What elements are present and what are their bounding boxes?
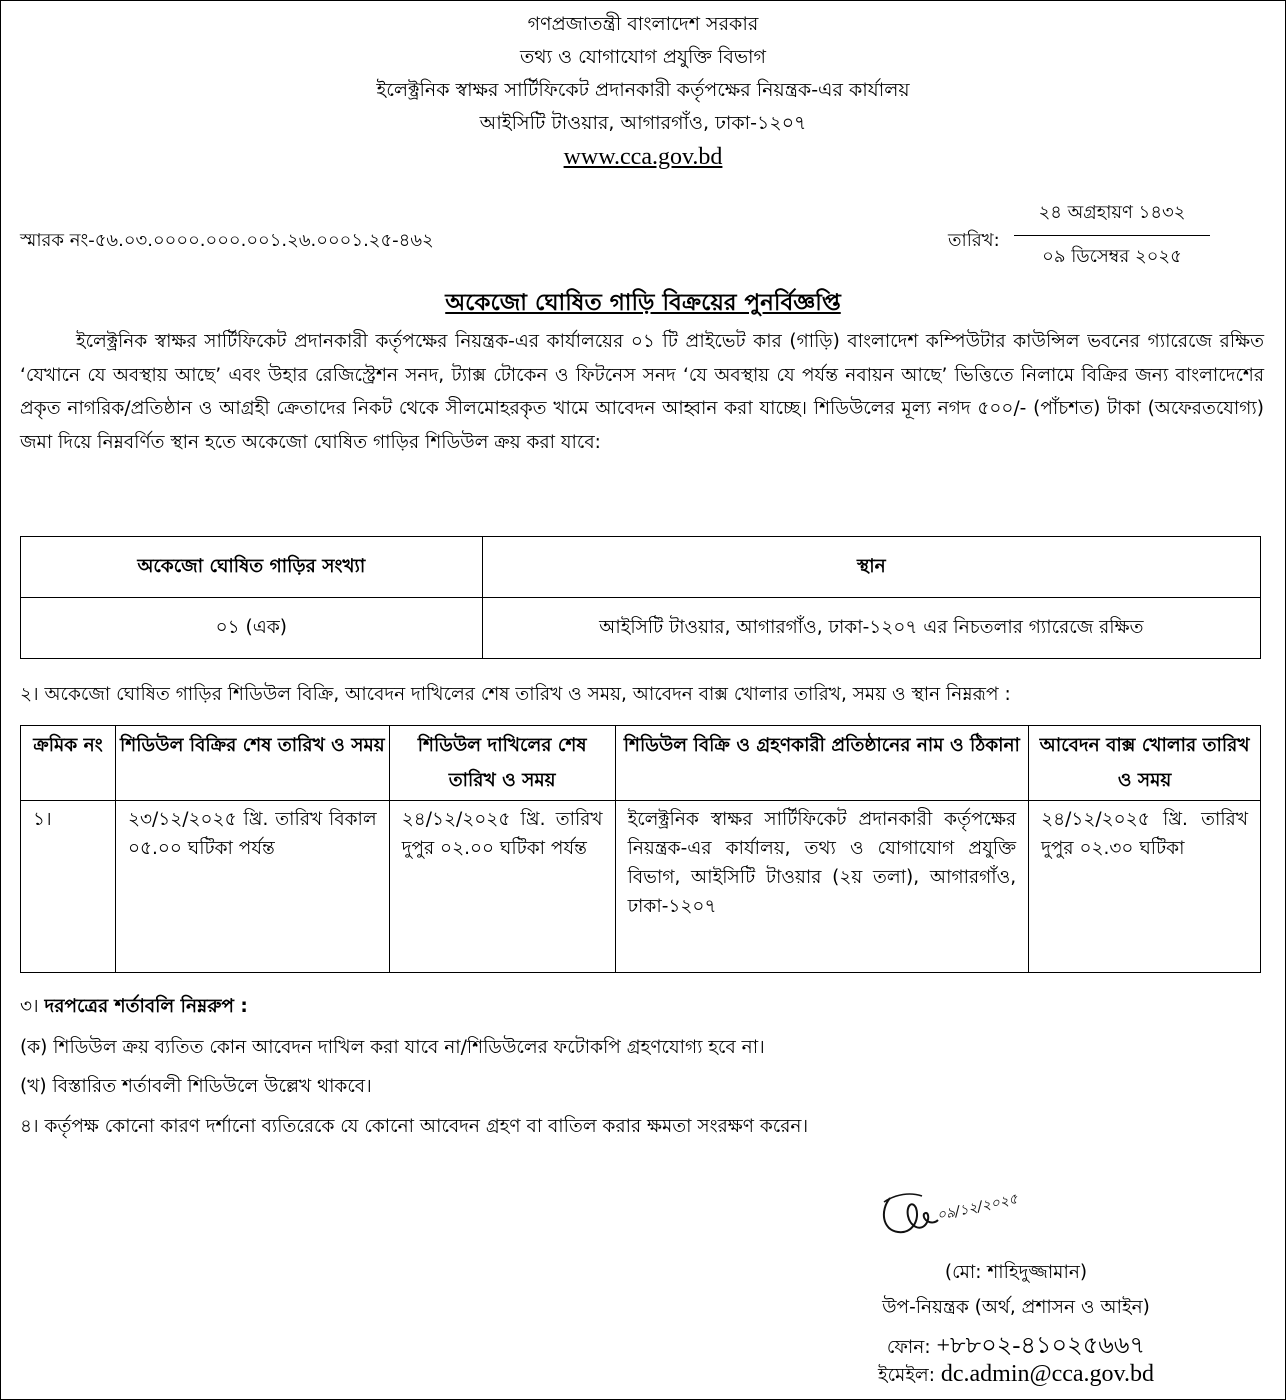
phone-number[interactable]: +৮৮০২-৪১০২৫৬৬৭ bbox=[936, 1333, 1146, 1359]
letterhead bbox=[0, 8, 1286, 171]
signature-image bbox=[876, 1180, 1076, 1250]
header-vehicle-count: অকেজো ঘোষিত গাড়ির সংখ্যা bbox=[21, 537, 483, 598]
header-serial: ক্রমিক নং bbox=[21, 726, 116, 801]
cell-serial: ১। bbox=[21, 801, 116, 973]
header-box-opening: আবেদন বাক্স খোলার তারিখ ও সময় bbox=[1029, 726, 1261, 801]
website-link[interactable] bbox=[0, 144, 1286, 171]
signature-date: ০৯/১২/২০২৫ bbox=[935, 1191, 1020, 1224]
section-2-text: ২। অকেজো ঘোষিত গাড়ির শিডিউল বিক্রি, আবেদন দাখিলের শেষ তারিখ ও সময়, আবেদন বাক্স খোলার তারিখ, সময় ও স্থান নিম্নরূপ : bbox=[20, 684, 1011, 705]
table-row bbox=[21, 801, 1261, 973]
condition-kha: (খ) বিস্তারিত শর্তাবলী শিডিউলে উল্লেখ থাকবে। bbox=[20, 1076, 372, 1097]
notice-title-text: অকেজো ঘোষিত গাড়ি বিক্রয়ের পুনর্বিজ্ঞপ্তি bbox=[445, 290, 841, 316]
section-3-number: ৩। bbox=[20, 996, 39, 1017]
cell-office-address: ইলেক্ট্রনিক স্বাক্ষর সার্টিফিকেট প্রদানকারী কর্তৃপক্ষের নিয়ন্ত্রক-এর কার্যালয়, তথ্য ও যোগাযোগ প্রযুক্তি বিভাগ, আইসিটি টাওয়ার (২য় তলা), আগারগাঁও, ঢাকা-১২০৭ bbox=[615, 801, 1029, 973]
intro-paragraph: ইলেক্ট্রনিক স্বাক্ষর সার্টিফিকেট প্রদানকারী কর্তৃপক্ষের নিয়ন্ত্রক-এর কার্যালয়ের ০১ টি প্রাইভেট কার (গাড়ি) বাংলাদেশ কম্পিউটার কাউন্সিল ভবনের গ্যারেজে রক্ষিত ‘যেখানে যে অবস্থায় আছে’ এবং উহার রেজিস্ট্রেশন সনদ, ট্যাক্স টোকেন ও ফিটনেস সনদ ‘যে অবস্থায় যে পর্যন্ত নবায়ন আছে’ ভিত্তিতে নিলামে বিক্রির জন্য বাংলাদেশের প্রকৃত নাগরিক/প্রতিষ্ঠান ও আগ্রহী ক্রেতাদের নিকট থেকে সীলমোহরকৃত খামে আবেদন আহ্বান করা যাচ্ছে। শিডিউলের মূল্য নগদ ৫০০/- (পাঁচশত) টাকা (অফেরতযোগ্য) জমা দিয়ে নিম্নবর্ণিত স্থান হতে অকেজো ঘোষিত গাড়ির শিডিউল ক্রয় করা যাবে: bbox=[20, 331, 1264, 453]
schedule-table bbox=[20, 725, 1261, 973]
date-bangla: ২৪ অগ্রহায়ণ ১৪৩২ bbox=[1014, 198, 1210, 236]
email-label: ইমেইল: bbox=[877, 1365, 935, 1386]
email-address[interactable]: dc.admin@cca.gov.bd bbox=[940, 1361, 1154, 1387]
condition-ka: (ক) শিডিউল ক্রয় ব্যতিত কোন আবেদন দাখিল করা যাবে না/শিডিউলের ফটোকপি গ্রহণযোগ্য হবে না। bbox=[20, 1037, 765, 1058]
office-name: ইলেক্ট্রনিক স্বাক্ষর সার্টিফিকেট প্রদানকারী কর্তৃপক্ষের নিয়ন্ত্রক-এর কার্যালয় bbox=[376, 79, 910, 101]
cell-location: আইসিটি টাওয়ার, আগারগাঁও, ঢাকা-১২০৭ এর নিচতলার গ্যারেজে রক্ষিত bbox=[482, 598, 1260, 659]
signer-designation: উপ-নিয়ন্ত্রক (অর্থ, প্রশাসন ও আইন) bbox=[882, 1297, 1150, 1318]
notice-title bbox=[0, 284, 1286, 323]
header-sale-deadline: শিডিউল বিক্রির শেষ তারিখ ও সময় bbox=[115, 726, 389, 801]
website-url[interactable]: www.cca.gov.bd bbox=[563, 144, 723, 170]
section-4-text: ৪। কর্তৃপক্ষ কোনো কারণ দর্শানো ব্যতিরেকে যে কোনো আবেদন গ্রহণ বা বাতিল করার ক্ষমতা সংরক্ষণ করেন। bbox=[20, 1116, 809, 1137]
signer-email bbox=[776, 1361, 1256, 1392]
header-submission-deadline: শিডিউল দাখিলের শেষ তারিখ ও সময় bbox=[389, 726, 615, 801]
phone-label: ফোন: bbox=[886, 1337, 931, 1358]
signer-name: (মো: শাহিদুজ্জামান) bbox=[944, 1262, 1088, 1283]
section-3-heading bbox=[20, 992, 248, 1023]
section-3-title: দরপত্রের শর্তাবলি নিম্নরুপ : bbox=[44, 996, 248, 1017]
office-address: আইসিটি টাওয়ার, আগারগাঁও, ঢাকা-১২০৭ bbox=[479, 112, 807, 134]
header-office-address: শিডিউল বিক্রি ও গ্রহণকারী প্রতিষ্ঠানের নাম ও ঠিকানা bbox=[615, 726, 1029, 801]
cell-submission-deadline: ২৪/১২/২০২৫ খ্রি. তারিখ দুপুর ০২.০০ ঘটিকা পর্যন্ত bbox=[389, 801, 615, 973]
date-box bbox=[1014, 198, 1210, 273]
header-location: স্থান bbox=[482, 537, 1260, 598]
division-name: তথ্য ও যোগাযোগ প্রযুক্তি বিভাগ bbox=[519, 46, 767, 68]
memo-number: স্মারক নং-৫৬.০৩.০০০০.০০০.০০১.২৬.০০০১.২৫-৪৬২ bbox=[20, 230, 434, 251]
cell-box-opening: ২৪/১২/২০২৫ খ্রি. তারিখ দুপুর ০২.৩০ ঘটিকা bbox=[1029, 801, 1261, 973]
table-row bbox=[21, 598, 1261, 659]
table-header-row bbox=[21, 726, 1261, 801]
table-header-row bbox=[21, 537, 1261, 598]
date-english: ০৯ ডিসেম্বর ২০২৫ bbox=[1042, 246, 1182, 267]
cell-sale-deadline: ২৩/১২/২০২৫ খ্রি. তারিখ বিকাল ০৫.০০ ঘটিকা পর্যন্ত bbox=[115, 801, 389, 973]
govt-name: গণপ্রজাতন্ত্রী বাংলাদেশ সরকার bbox=[527, 13, 759, 35]
vehicle-location-table bbox=[20, 536, 1261, 659]
cell-vehicle-count: ০১ (এক) bbox=[21, 598, 483, 659]
date-label: তারিখ: bbox=[948, 230, 1000, 251]
